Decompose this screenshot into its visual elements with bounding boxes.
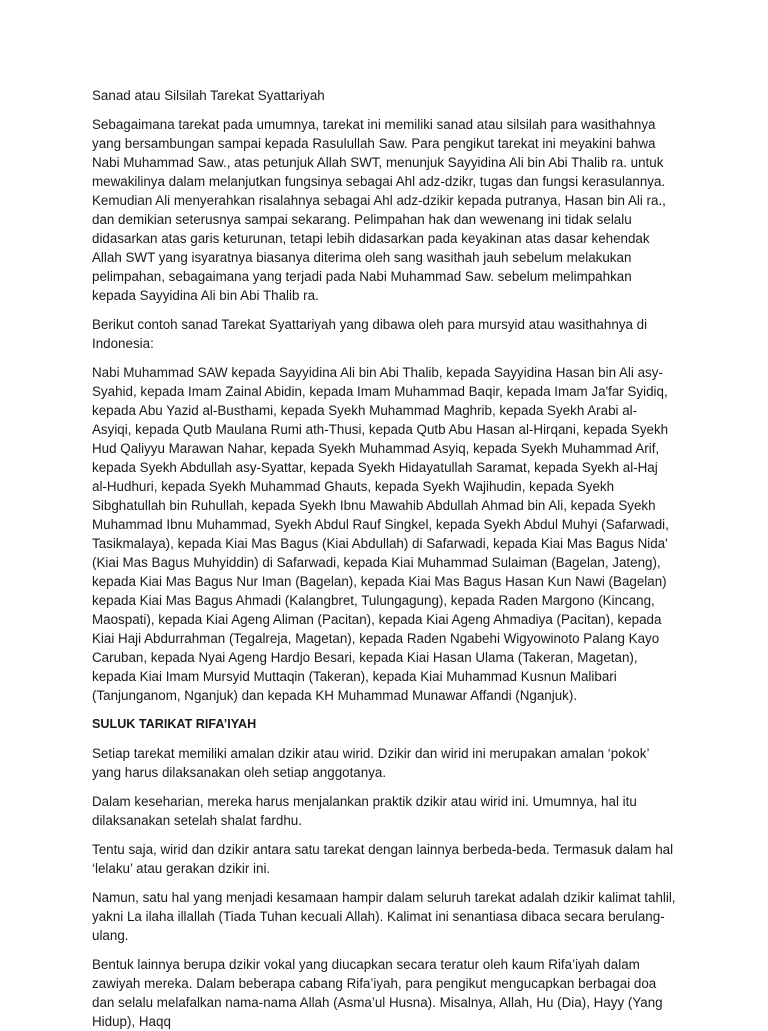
paragraph-berbeda: Tentu saja, wirid dan dzikir antara satu tarekat dengan lainnya berbeda-beda. Termasuk dalam hal ‘lelaku’ atau gerakan dzikir ini.: [92, 842, 674, 876]
paragraph-keseharian: Dalam keseharian, mereka harus menjalankan praktik dzikir atau wirid ini. Umumnya, hal itu dilaksanakan setelah shalat fardhu.: [92, 794, 637, 828]
paragraph-sanad-intro: Sebagaimana tarekat pada umumnya, tarekat ini memiliki sanad atau silsilah para wasithahnya yang bersambungan sampai kepada Rasulullah Saw. Para pengikut tarekat ini meyakini bahwa Nabi Muhammad Saw., atas petunjuk Allah SWT, menunjuk Sayyidina Ali bin Abi Thalib ra. untuk mewakilinya dalam melanjutkan fungsinya sebagai Ahl adz-dzikr, tugas dan fungsi kerasulannya. Kemudian Ali menyerahkan risalahnya sebagai Ahl adz-dzikir kepada putranya, Hasan bin Ali ra., dan demikian seterusnya sampai sekarang. Pelimpahan hak dan wewenang ini tidak selalu didasarkan atas garis keturunan, tetapi lebih didasarkan pada keyakinan atas dasar kehendak Allah SWT yang isyaratnya biasanya diterima oleh sang wasithah jauh sebelum melakukan pelimpahan, sebagaimana yang terjadi pada Nabi Muhammad Saw. sebelum melimpahkan kepada Sayyidina Ali bin Abi Thalib ra.: [92, 117, 666, 303]
paragraph-sanad-chain: Nabi Muhammad SAW kepada Sayyidina Ali bin Abi Thalib, kepada Sayyidina Hasan bin Ali asy-Syahid, kepada Imam Zainal Abidin, kepada Imam Muhammad Baqir, kepada Imam Ja'far Syidiq, kepada Abu Yazid al-Busthami, kepada Syekh Muhammad Maghrib, kepada Syekh Arabi al-Asyiqi, kepada Qutb Maulana Rumi ath-Thusi, kepada Qutb Abu Hasan al-Hirqani, kepada Syekh Hud Qaliyyu Marawan Nahar, kepada Syekh Muhammad Asyiq, kepada Syekh Muhammad Arif, kepada Syekh Abdullah asy-Syattar, kepada Syekh Hidayatullah Saramat, kepada Syekh al-Haj al-Hudhuri, kepada Syekh Muhammad Ghauts, kepada Syekh Wajihudin, kepada Syekh Sibghatullah bin Ruhullah, kepada Syekh Ibnu Mawahib Abdullah Ahmad bin Ali, kepada Syekh Muhammad Ibnu Muhammad, Syekh Abdul Rauf Singkel, kepada Syekh Abdul Muhyi (Safarwadi, Tasikmalaya), kepada Kiai Mas Bagus (Kiai Abdullah) di Safarwadi, kepada Kiai Mas Bagus Nida' (Kiai Mas Bagus Muhyiddin) di Safarwadi, kepada Kiai Muhammad Sulaiman (Bagelan, Jateng), kepada Kiai Mas Bagus Nur Iman (Bagelan), kepada Kiai Mas Bagus Hasan Kun Nawi (Bagelan) kepada Kiai Mas Bagus Ahmadi (Kalangbret, Tulungagung), kepada Raden Margono (Kincang, Maospati), kepada Kiai Ageng Aliman (Pacitan), kepada Kiai Ageng Ahmadiya (Pacitan), kepada Kiai Haji Abdurrahman (Tegalreja, Magetan), kepada Raden Ngabehi Wigyowinoto Palang Kayo Caruban, kepada Nyai Ageng Hardjo Besari, kepada Kiai Hasan Ulama (Takeran, Magetan), kepada Kiai Imam Mursyid Muttaqin (Takeran), kepada Kiai Muhammad Kusnun Malibari (Tanjunganom, Nganjuk) dan kepada KH Muhammad Munawar Affandi (Nganjuk).: [92, 365, 669, 703]
paragraph-dzikir-vokal: Bentuk lainnya berupa dzikir vokal yang diucapkan secara teratur oleh kaum Rifa’iyah dalam zawiyah mereka. Dalam beberapa cabang Rifa’iyah, para pengikut mengucapkan berbagai doa dan selalu melafalkan nama-nama Allah (Asma’ul Husna). Misalnya, Allah, Hu (Dia), Hayy (Yang Hidup), Haqq: [92, 957, 663, 1029]
paragraph-sanad-example-intro: Berikut contoh sanad Tarekat Syattariyah yang dibawa oleh para mursyid atau wasithahnya di Indonesia:: [92, 317, 648, 351]
section-heading-suluk: SULUK TARIKAT RIFA’IYAH: [92, 717, 257, 731]
paragraph-dzikir-wirid: Setiap tarekat memiliki amalan dzikir atau wirid. Dzikir dan wirid ini merupakan amalan ‘pokok’ yang harus dilaksanakan oleh setiap anggotanya.: [92, 746, 649, 780]
document-title: Sanad atau Silsilah Tarekat Syattariyah: [92, 88, 325, 103]
paragraph-tahlil: Namun, satu hal yang menjadi kesamaan hampir dalam seluruh tarekat adalah dzikir kalimat tahlil, yakni La ilaha illallah (Tiada Tuhan kecuali Allah). Kalimat ini senantiasa dibaca secara berulang-ulang.: [92, 890, 676, 943]
